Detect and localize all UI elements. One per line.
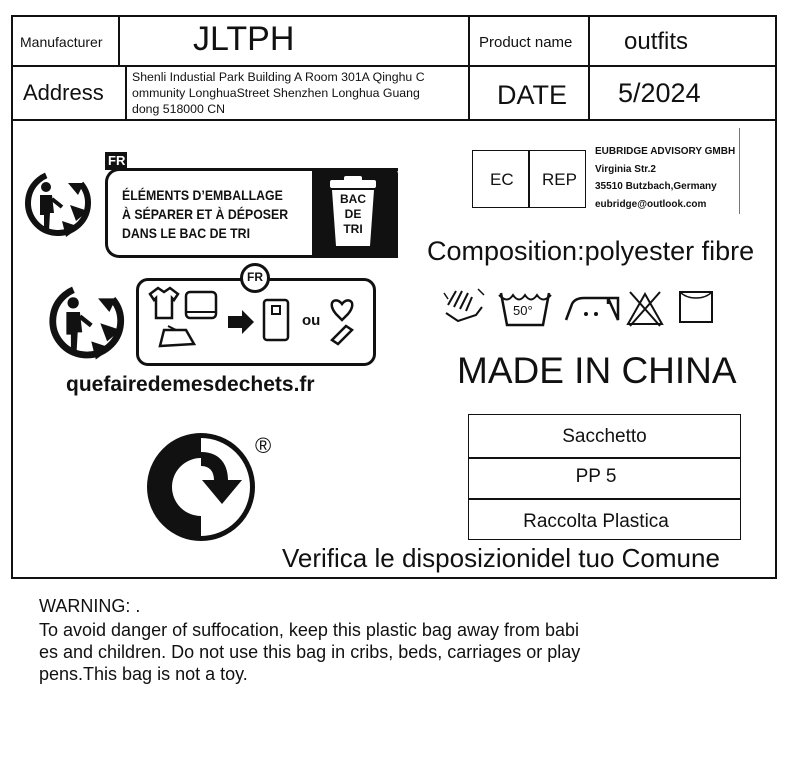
address-label: Address [23,80,104,105]
product-name-label: Product name [479,34,573,51]
fr-badge-text: FR [108,153,126,168]
composition: Composition:polyester fibre [427,236,755,266]
packaging-line-3: DANS LE BAC DE TRI [122,225,250,241]
iron-medium-icon [564,294,620,322]
address-line-2: ommunity LonghuaStreet Shenzhen Longhua Guang [132,86,420,100]
ec-label: EC [490,170,514,189]
italian-row-3: Raccolta Plastica [523,511,669,532]
towel-icon [186,292,216,318]
italian-note: Verifica le disposizionidel tuo Comune [282,543,720,573]
warning-line-1: To avoid danger of suffocation, keep this plastic bag away from babi [39,620,579,640]
italian-row-1: Sacchetto [562,426,647,447]
textile-or: ou [302,312,321,329]
shoe-icon [160,330,194,346]
warning-line-2: es and children. Do not use this bag in cribs, beds, carriages or play [39,642,581,662]
date-label: DATE [497,80,568,110]
packaging-line-1: ÉLÉMENTS D’EMBALLAGE [122,187,283,203]
hand-wash-icon [442,285,488,323]
address-line-1: Shenli Industial Park Building A Room 301A Qinghu C [132,70,425,84]
date-value: 5/2024 [618,78,701,108]
rep-label: REP [542,170,577,189]
warning-line-3: pens.This bag is not a toy. [39,664,248,684]
tumble-dry-icon [678,290,714,324]
triman-recycle-icon [22,165,98,241]
italian-row-2: PP 5 [575,466,617,487]
ec-rep-street: Virginia Str.2 [595,164,656,175]
warning-title: WARNING: . [39,596,141,616]
manufacturer-value: JLTPH [193,20,295,58]
heart-icon [332,300,352,320]
made-in: MADE IN CHINA [457,350,737,391]
green-dot-icon [146,432,256,542]
ec-rep-email: eubridge@outlook.com [595,199,707,210]
no-bleach-icon [626,290,664,328]
product-name-value: outfits [624,28,689,55]
header-vline-1 [118,15,120,66]
textile-icons [146,286,356,356]
header-vline-4 [588,15,590,120]
ec-rep-company: EUBRIDGE ADVISORY GMBH [595,146,736,157]
bin-line-1: BAC [340,192,366,206]
donate-hand-icon [332,326,352,344]
header-vline-3 [468,15,470,120]
bin-line-2: DE [344,207,362,221]
packaging-line-2: À SÉPARER ET À DÉPOSER [122,206,289,222]
registered-mark: ® [255,433,272,458]
fr-circle-text: FR [247,270,263,284]
triman-recycle-icon-large [44,278,134,364]
header-vline-2 [125,65,127,120]
manufacturer-label: Manufacturer [20,34,103,50]
ec-rep-city: 35510 Butzbach,Germany [595,181,717,192]
tshirt-icon [150,288,178,318]
wash-temperature: 50° [513,303,533,318]
address-line-3: dong 518000 CN [132,102,225,116]
arrow-right-icon [228,310,254,334]
bin-line-3: TRI [343,222,363,236]
recycling-website: quefairedemesdechets.fr [66,373,315,396]
